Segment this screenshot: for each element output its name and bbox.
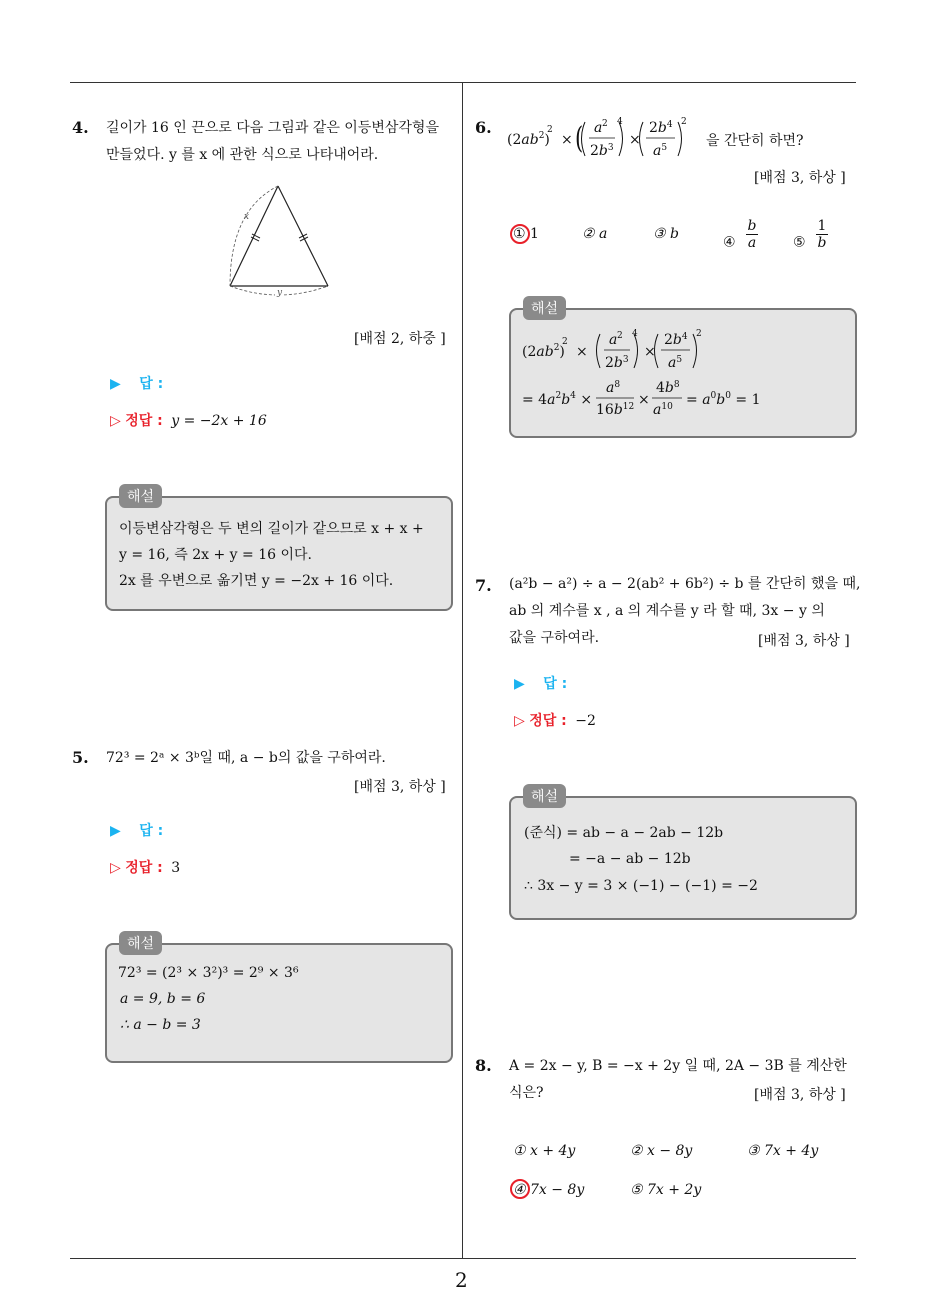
q7-correct-value: −2 — [575, 713, 596, 729]
svg-text:a: a — [609, 332, 618, 348]
q6-number: 6. — [475, 118, 492, 137]
q4-sol-line2: y = 16, 즉 2x + y = 16 이다. — [119, 547, 312, 563]
q6-expression — [505, 110, 715, 162]
q6-sol-line1 — [520, 326, 720, 374]
q8-choice-2[interactable]: ② x − 8y — [630, 1143, 693, 1159]
top-rule — [70, 82, 856, 83]
q7-grade: [배점 3, 하상 ] — [758, 633, 850, 649]
q5-text: 72³ = 2ᵃ × 3ᵇ일 때, a − b의 값을 구하여라. — [106, 750, 386, 766]
play-icon: ▶ — [110, 376, 121, 392]
svg-text:2: 2 — [547, 125, 553, 135]
q6-choice-4[interactable] — [723, 218, 758, 259]
q7-line1: (a²b − a²) ÷ a − 2(ab² + 6b²) ÷ b 를 간단히 했을 때, — [509, 576, 861, 592]
svg-text:2: 2 — [562, 337, 568, 347]
column-divider — [462, 82, 463, 1258]
q4-figure-y-label: y — [277, 288, 283, 298]
q4-figure-x-label: x — [244, 212, 250, 222]
q7-correct-row — [514, 710, 596, 730]
q5-solution-tag: 해설 — [119, 931, 162, 955]
q5-answer-label: 답 : — [139, 823, 164, 839]
q6-grade: [배점 3, 하상 ] — [754, 170, 846, 186]
q5-correct-label: 정답 : — [125, 860, 163, 876]
q4-correct-row — [110, 410, 267, 430]
q7-correct-label: 정답 : — [529, 713, 567, 729]
svg-text:16b12: $16b^{12}$ — [596, 402, 635, 418]
q8-line1: A = 2x − y, B = −x + 2y 일 때, 2A − 3B 를 계산한 — [509, 1058, 847, 1074]
svg-text:2b3: $2b^3$ — [590, 143, 614, 159]
q6-choice-5[interactable] — [793, 218, 828, 259]
q4-number: 4. — [72, 118, 89, 137]
q4-sol-line1: 이등변삼각형은 두 변의 길이가 같으므로 x + x + — [119, 521, 424, 537]
q4-sol-line3: 2x 를 우변으로 옮기면 y = −2x + 16 이다. — [119, 573, 394, 589]
q4-line1: 길이가 16 인 끈으로 다음 그림과 같은 이등변삼각형을 — [106, 120, 439, 136]
q6-solution-tag: 해설 — [523, 296, 566, 320]
q4-correct-label: 정답 : — [125, 413, 163, 429]
q6-choice-5-label: ⑤ — [793, 234, 806, 251]
svg-text:a5: $a^5$ — [653, 143, 668, 159]
q6-text-tail: 을 간단히 하면? — [706, 133, 804, 149]
svg-text:a: a — [594, 120, 603, 136]
q6-choice-2[interactable]: ② a — [582, 226, 608, 242]
q6-choice-5-fraction: 1 b — [817, 218, 827, 251]
svg-text:4: 4 — [632, 329, 638, 339]
q8-choice-5[interactable]: ⑤ 7x + 2y — [630, 1182, 702, 1198]
svg-text:×: × — [638, 392, 650, 408]
q4-grade: [배점 2, 하중 ] — [354, 331, 446, 347]
svg-text:2: 2 — [681, 117, 687, 127]
svg-text:= a0b0 = 1: = $a^0b^0 = 1$ — [686, 391, 761, 408]
q4-answer-row[interactable] — [110, 373, 163, 393]
q6-choice-1[interactable]: ① 1 — [513, 226, 539, 242]
q5-sol-line2: a = 9, b = 6 — [120, 991, 206, 1007]
q8-line2: 식은? — [509, 1085, 544, 1101]
svg-text:4b8: $4b^8$ — [656, 380, 680, 396]
q5-number: 5. — [72, 748, 89, 767]
svg-text:a8: $a^8$ — [606, 380, 621, 396]
q6-choice-4-label: ④ — [723, 234, 736, 251]
q7-sol-line2: = −a − ab − 12b — [569, 851, 691, 867]
q7-answer-label: 답 : — [543, 676, 568, 692]
q7-sol-line1: (준식) = ab − a − 2ab − 12b — [524, 825, 724, 841]
q4-triangle-figure — [220, 180, 340, 305]
q6-sol-line2 — [520, 376, 780, 420]
q7-line3: 값을 구하여라. — [509, 630, 600, 646]
svg-text:(2ab2): $(2ab^2)$ — [522, 343, 565, 360]
svg-text:(: ( — [575, 121, 584, 157]
q6-choice-3[interactable]: ③ b — [653, 226, 679, 242]
q8-choice-4[interactable]: ④ 7x − 8y — [513, 1182, 585, 1198]
q8-choice-3[interactable]: ③ 7x + 4y — [747, 1143, 819, 1159]
q8-grade: [배점 3, 하상 ] — [754, 1087, 846, 1103]
triangle-outline-icon: ▷ — [110, 413, 121, 429]
svg-text:a5: $a^5$ — [668, 355, 683, 371]
q7-line2: ab 의 계수를 x , a 의 계수를 y 라 할 때, 3x − y 의 — [509, 603, 825, 619]
svg-text:4: 4 — [617, 117, 623, 127]
q5-sol-line1: 72³ = (2³ × 3²)³ = 2⁹ × 3⁶ — [118, 965, 299, 981]
q6-choice-4-fraction: b a — [747, 218, 757, 251]
q4-answer-label: 답 : — [139, 376, 164, 392]
svg-text:×: × — [629, 132, 641, 148]
svg-text:2b3: $2b^3$ — [605, 355, 629, 371]
svg-text:×: × — [644, 344, 656, 360]
triangle-outline-icon: ▷ — [110, 860, 121, 876]
bottom-rule — [70, 1258, 856, 1259]
svg-text:×: × — [576, 344, 588, 360]
q5-sol-line3: ∴ a − b = 3 — [120, 1017, 201, 1033]
q8-choice-1[interactable]: ① x + 4y — [513, 1143, 576, 1159]
q5-grade: [배점 3, 하상 ] — [354, 779, 446, 795]
q4-line2: 만들었다. y 를 x 에 관한 식으로 나타내어라. — [106, 147, 379, 163]
play-icon: ▶ — [110, 823, 121, 839]
svg-text:2: 2 — [696, 329, 702, 339]
page-number: 2 — [455, 1268, 468, 1292]
q4-solution-tag: 해설 — [119, 484, 162, 508]
svg-text:2: 2 — [602, 119, 608, 129]
q7-sol-line3: ∴ 3x − y = 3 × (−1) − (−1) = −2 — [524, 878, 758, 894]
q7-number: 7. — [475, 576, 492, 595]
q5-correct-value: 3 — [171, 860, 181, 876]
q5-correct-row — [110, 857, 180, 877]
q7-solution-tag: 해설 — [523, 784, 566, 808]
q4-correct-value: y = −2x + 16 — [171, 413, 267, 429]
svg-text:2b4: $2b^4$ — [649, 120, 673, 136]
svg-text:2: 2 — [617, 331, 623, 341]
svg-text:(2ab2): $(2ab^2)$ — [507, 131, 550, 148]
svg-text:×: × — [561, 132, 573, 148]
q5-answer-row[interactable] — [110, 820, 163, 840]
svg-text:2b4: $2b^4$ — [664, 332, 688, 348]
q8-number: 8. — [475, 1056, 492, 1075]
play-icon: ▶ — [514, 676, 525, 692]
svg-text:= 4a2b4 ×: = $4a^2b^4$ × — [522, 391, 593, 408]
triangle-outline-icon: ▷ — [514, 713, 525, 729]
svg-text:a10: $a^{10}$ — [653, 402, 673, 418]
q7-answer-row[interactable] — [514, 673, 567, 693]
